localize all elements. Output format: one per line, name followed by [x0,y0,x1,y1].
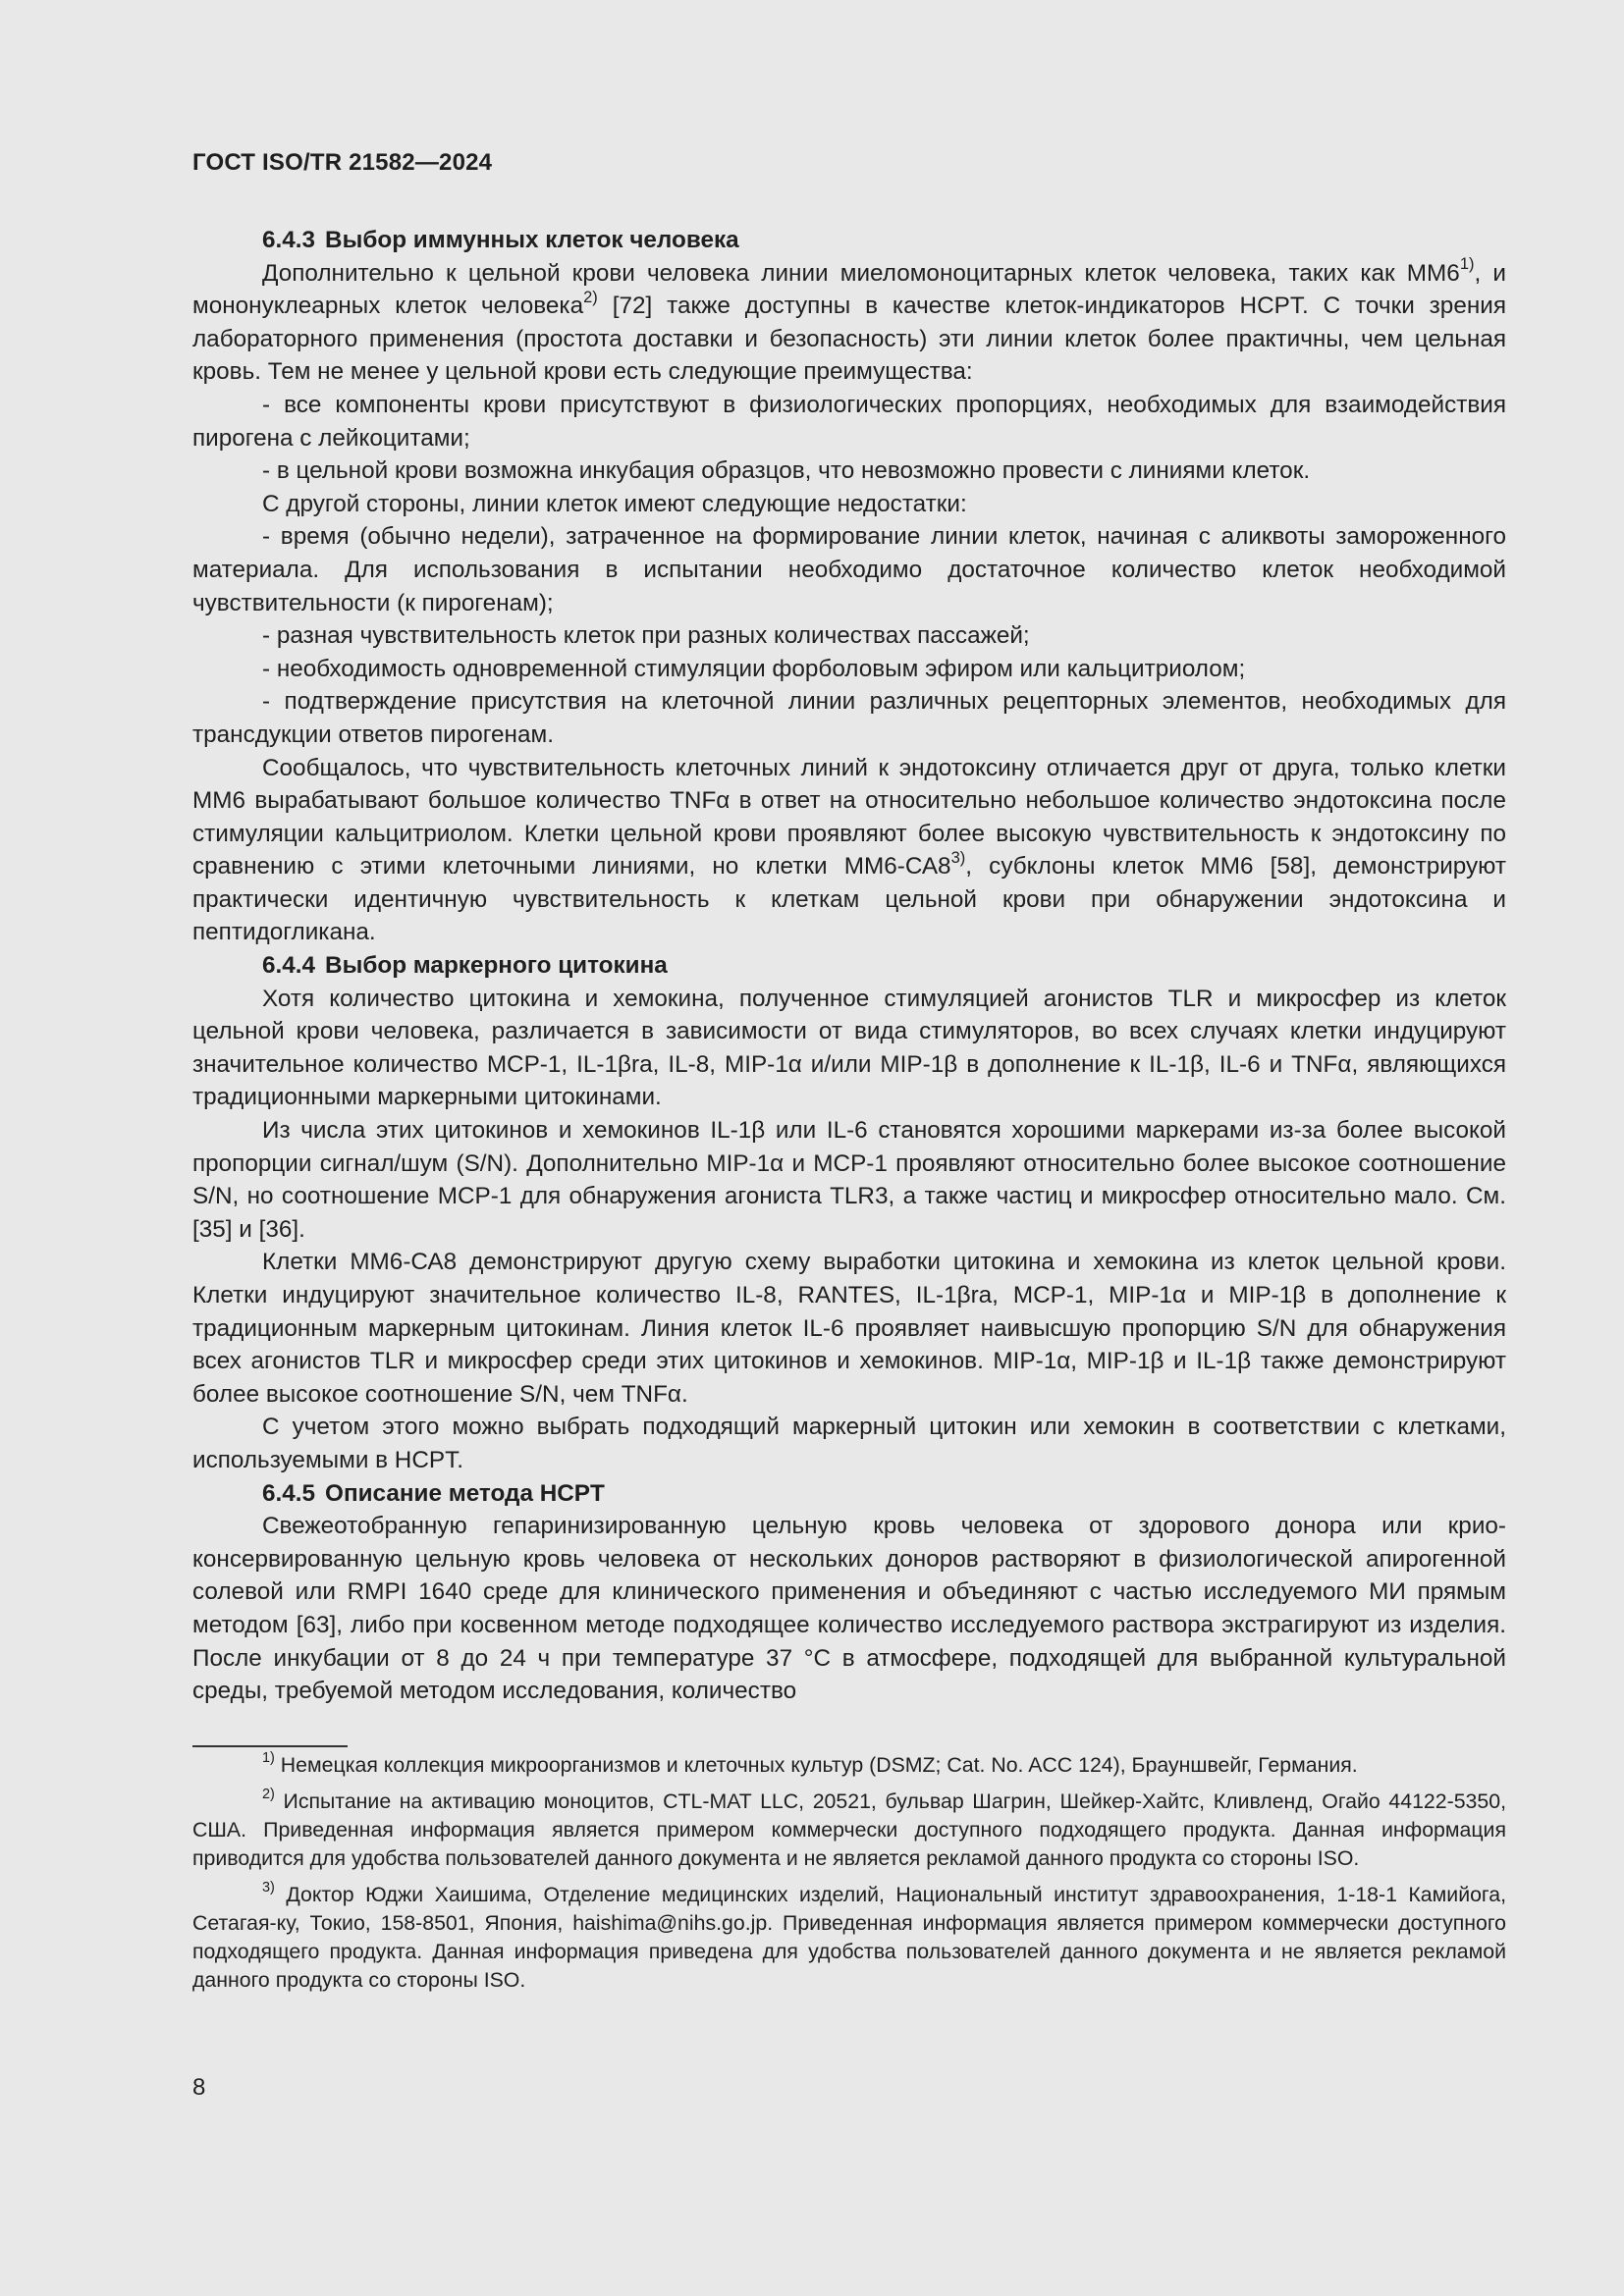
footnote-text: Испытание на активацию моноцитов, CTL-MAT LLC, 20521, бульвар Шагрин, Шейкер-Хайтс, Кливленд, Огайо 44122-5350, США. Приведенная информация является примером коммерчески доступного подходящего продукта. Данная информация приводится для удобства пользователей данного документа и не является рекламой данного продукта со стороны ISO. [192,1789,1506,1870]
section-heading [192,224,1506,257]
list-item: - разная чувствительность клеток при разных количествах пассажей; [262,622,1030,650]
text-run: Дополнительно к цельной крови человека линии миеломоноцитарных клеток человека, таких как ММ6 [262,259,1460,287]
footnote [192,1751,1506,1780]
section-number: 6.4.3 [262,227,316,253]
main-text [192,224,1506,1708]
paragraph: Хотя количество цитокина и хемокина, полученное стимуляцией агонистов TLR и микросфер из клеток цельной крови человека, различается в зависимости от вида стимуляторов, во всех случаях клетки индуцируют значительное количество MCP-1, IL-1βra, IL-8, MIP-1α и/или MIP-1β в дополнение к IL-1β, IL-6 и TNFα, являющихся традиционными маркерными цитокинами. [192,985,1506,1111]
list-item: - все компоненты крови присутствуют в физиологических пропорциях, необходимых для взаимодействия пирогена с лейкоцитами; [192,391,1506,452]
list-item: - необходимость одновременной стимуляции форболовым эфиром или кальцитриолом; [262,655,1246,682]
list-item: - в цельной крови возможна инкубация образцов, что невозможно провести с линиями клеток. [262,457,1311,485]
paragraph: Из числа этих цитокинов и хемокинов IL-1β или IL-6 становятся хорошими маркерами из-за более высокой пропорции сигнал/шум (S/N). Дополнительно MIP-1α и MCP-1 проявляют относительно более высокое соотношение S/N, но соотношение MCP-1 для обнаружения агониста TLR3, а также частиц и микросфер относительно мало. См. [35] и [36]. [192,1117,1506,1243]
list-item: - подтверждение присутствия на клеточной линии различных рецепторных элементов, необходимых для трансдукции ответов пирогенам. [192,688,1506,748]
section-title: Выбор иммунных клеток человека [325,227,739,253]
footnote-ref: 2) [583,287,598,306]
section-heading [192,949,1506,983]
footnote-text: Немецкая коллекция микроорганизмов и клеточных культур (DSMZ; Cat. No. ACC 124), Брауншвейг, Германия. [274,1753,1358,1777]
footnote-separator [192,1745,348,1747]
section-heading [192,1477,1506,1511]
paragraph: С учетом этого можно выбрать подходящий маркерный цитокин или хемокин в соответствии с клетками, используемыми в HCPT. [192,1414,1506,1473]
footnote-mark: 2) [262,1786,275,1802]
footnote [192,1788,1506,1873]
section-number: 6.4.5 [262,1479,316,1507]
section-title: Выбор маркерного цитокина [325,952,668,980]
document-header: ГОСТ ISO/TR 21582—2024 [192,149,493,176]
footnote-mark: 3) [262,1879,275,1896]
footnote-text: Доктор Юджи Хаишима, Отделение медицинских изделий, Национальный институт здравоохранения, 1-18-1 Камийога, Сетагая-ку, Токио, 158-8501, Япония, haishima@nihs.go.jp. Приведенная информация является примером коммерчески доступного подходящего продукта. Данная информация приведена для удобства пользователей данного документа и не является рекламой данного продукта со стороны ISO. [192,1883,1506,1992]
footnote-ref: 3) [950,847,966,867]
paragraph [192,254,1506,389]
text-run: Сообщалось, что чувствительность клеточных линий к эндотоксину отличается друг от друга, только клетки ММ6 вырабатывают большое количество TNFα в ответ на относительно небольшое количество эндотоксина после стимуляции кальцитриолом. Клетки цельной крови проявляют более высокую чувствительность к эндотоксину по сравнению с этими клеточными линиями, но клетки ММ6-СА8 [192,754,1506,881]
paragraph: Свежеотобранную гепаринизированную цельную кровь человека от здорового донора или криоконсервированную цельную кровь человека от нескольких доноров растворяют в физиологической апирогенной солевой или RMPI 1640 среде для клинического применения и объединяют с частью исследуемого МИ прямым методом [63], либо при косвенном методе подходящее количество исследуемого раствора экстрагируют из изделия. После инкубации от 8 до 24 ч при температуре 37 °С в атмосфере, подходящей для выбранной культуральной среды, требуемой методом исследования, количество [192,1513,1506,1705]
paragraph: С другой стороны, линии клеток имеют следующие недостатки: [262,490,967,517]
section-number: 6.4.4 [262,952,316,980]
section-title: Описание метода HCPT [325,1479,605,1507]
text-run: , и мононуклеарных клеток человека [192,259,1506,320]
list-item: - время (обычно недели), затраченное на формирование линии клеток, начиная с аликвоты замороженного материала. Для использования в испытании необходимо достаточное количество клеток необходимой чувствительности (к пирогенам); [192,523,1506,616]
text-run: [72] также доступны в качестве клеток-индикаторов HCPT. С точки зрения лабораторного применения (простота доставки и безопасность) эти линии клеток более практичны, чем цельная кровь. Тем не менее у цельной крови есть следующие преимущества: [192,293,1506,386]
footnote-mark: 1) [262,1749,275,1766]
page-number: 8 [192,2074,206,2101]
text-run: , субклоны клеток ММ6 [58], демонстрируют практически идентичную чувствительность к клеткам цельной крови при обнаружении эндотоксина и пептидогликана. [192,853,1507,946]
footnote-ref: 1) [1459,254,1475,274]
footnote [192,1881,1506,1995]
paragraph [192,752,1506,950]
footnotes [192,1751,1506,2002]
paragraph: Клетки ММ6-СА8 демонстрируют другую схему выработки цитокина и хемокина из клеток цельной крови. Клетки индуцируют значительное количество IL-8, RANTES, IL-1βra, MCP-1, MIP-1α и MIP-1β в дополнение к традиционным маркерным цитокинам. Линия клеток IL-6 проявляет наивысшую пропорцию S/N для обнаружения всех агонистов TLR и микросфер среди этих цитокинов и хемокинов. MIP-1α, MIP-1β и IL-1β также демонстрируют более высокое соотношение S/N, чем TNFα. [192,1249,1506,1408]
